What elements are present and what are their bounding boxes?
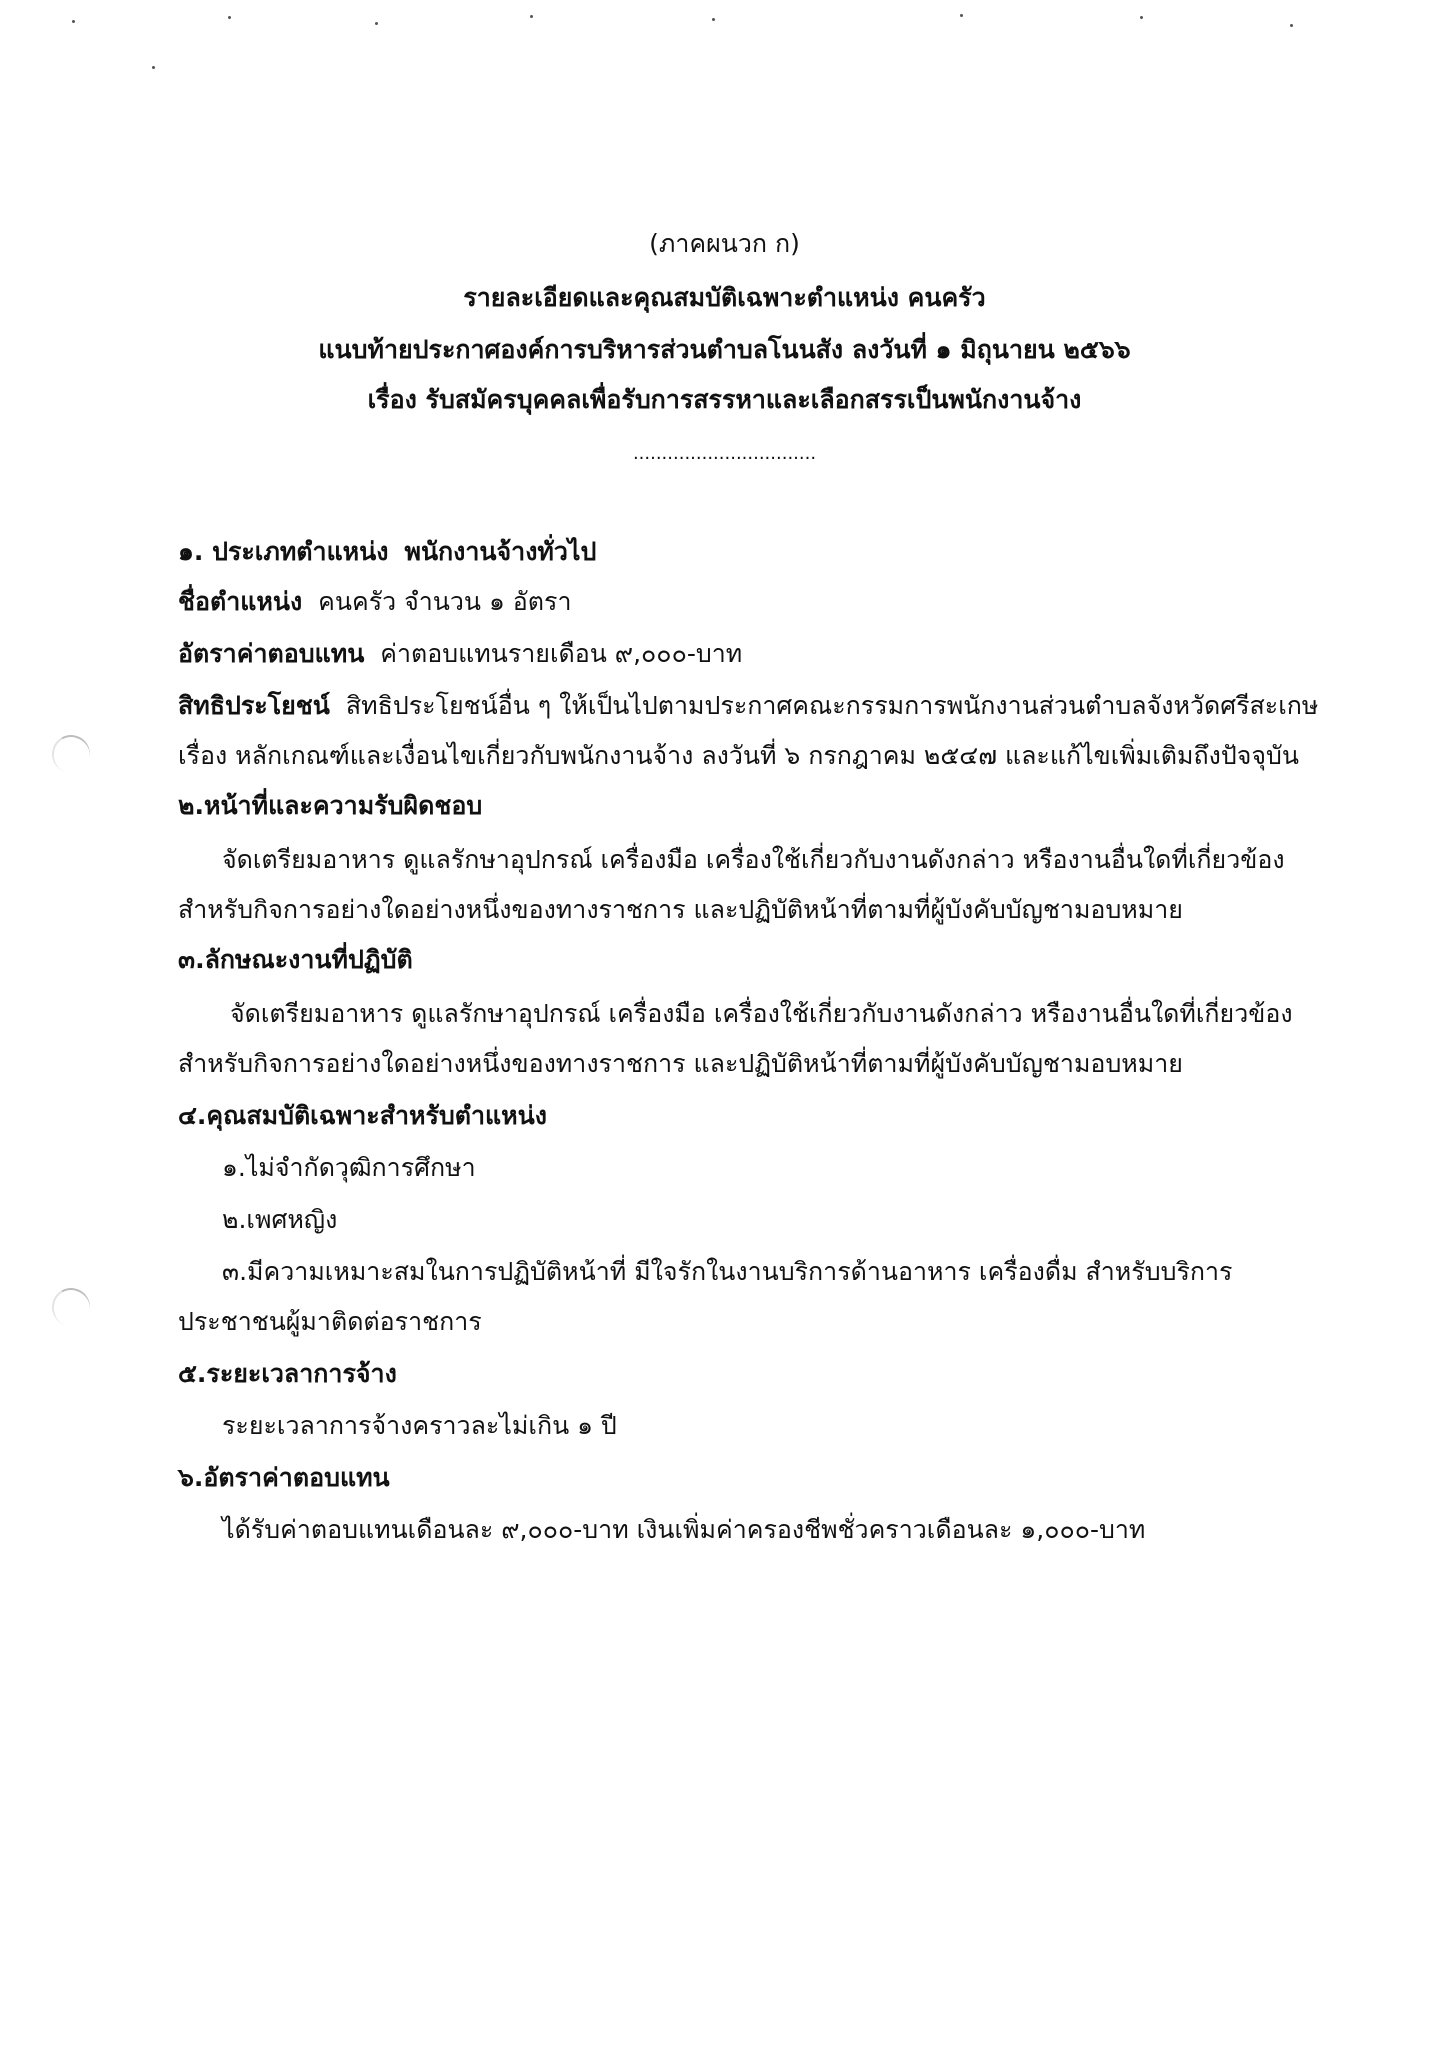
scan-speck [72,20,75,23]
section-2-heading: ๒.หน้าที่และความรับผิดชอบ [178,791,483,820]
benefit-row [178,690,1318,722]
section-3-line-1: จัดเตรียมอาหาร ดูแลรักษาอุปกรณ์ เครื่องมือ เครื่องใช้เกี่ยวกับงานดังกล่าว หรืองานอื่นใดที่เกี่ยวข้อง [230,999,1293,1028]
section-6-heading: ๖.อัตราค่าตอบแทน [178,1463,390,1492]
scan-speck [712,18,715,21]
benefit-value-line-2: เรื่อง หลักเกณฑ์และเงื่อนไขเกี่ยวกับพนักงานจ้าง ลงวันที่ ๖ กรกฎาคม ๒๕๔๗ และแก้ไขเพิ่มเติมถึงปัจจุบัน [178,741,1299,770]
section-5-line-1: ระยะเวลาการจ้างคราวละไม่เกิน ๑ ปี [222,1411,617,1440]
section-4-heading: ๔.คุณสมบัติเฉพาะสำหรับตำแหน่ง [178,1101,547,1130]
scan-speck [530,15,533,18]
qualification-item-3-line-2: ประชาชนผู้มาติดต่อราชการ [178,1307,482,1336]
scan-speck [960,14,963,17]
annex-label: (ภาคผนวก ก) [649,229,800,258]
position-name-value: คนครัว จำนวน ๑ อัตรา [318,587,572,616]
scan-speck [1290,24,1293,27]
pay-rate-value: ค่าตอบแทนรายเดือน ๙,๐๐๐-บาท [380,639,743,668]
section-2-line-1: จัดเตรียมอาหาร ดูแลรักษาอุปกรณ์ เครื่องมือ เครื่องใช้เกี่ยวกับงานดังกล่าว หรืองานอื่นใดที่เกี่ยวข้อง [222,845,1285,874]
pay-rate-label: อัตราค่าตอบแทน [178,639,365,668]
benefit-value-line-1: สิทธิประโยชน์อื่น ๆ ให้เป็นไปตามประกาศคณะกรรมการพนักงานส่วนตำบลจังหวัดศรีสะเกษ [345,691,1319,720]
punch-hole-mark [48,1284,95,1331]
section-3-heading: ๓.ลักษณะงานที่ปฏิบัติ [178,945,413,974]
document-subject: เรื่อง รับสมัครบุคคลเพื่อรับการสรรหาและเลือกสรรเป็นพนักงานจ้าง [367,385,1082,414]
section-2-line-2: สำหรับกิจการอย่างใดอย่างหนึ่งของทางราชการ และปฏิบัติหน้าที่ตามที่ผู้บังคับบัญชามอบหมาย [178,895,1183,924]
scan-speck [1140,16,1143,19]
punch-hole-mark [48,731,95,778]
pay-rate-row [178,638,742,670]
position-type-row [178,536,596,568]
qualification-item-3-line-1: ๓.มีความเหมาะสมในการปฏิบัติหน้าที่ มีใจรักในงานบริการด้านอาหาร เครื่องดื่ม สำหรับบริการ [222,1257,1233,1286]
position-type-value: พนักงานจ้างทั่วไป [404,537,597,566]
document-title: รายละเอียดและคุณสมบัติเฉพาะตำแหน่ง คนครัว [463,283,986,312]
position-name-row [178,586,572,618]
section-3-line-2: สำหรับกิจการอย่างใดอย่างหนึ่งของทางราชการ และปฏิบัติหน้าที่ตามที่ผู้บังคับบัญชามอบหมาย [178,1049,1183,1078]
position-name-label: ชื่อตำแหน่ง [178,587,303,616]
qualification-item-1: ๑.ไม่จำกัดวุฒิการศึกษา [222,1153,476,1182]
benefit-label: สิทธิประโยชน์ [178,691,330,720]
section-6-line-1: ได้รับค่าตอบแทนเดือนละ ๙,๐๐๐-บาท เงินเพิ่มค่าครองชีพชั่วคราวเดือนละ ๑,๐๐๐-บาท [222,1515,1146,1544]
section-5-heading: ๕.ระยะเวลาการจ้าง [178,1359,397,1388]
qualification-item-2: ๒.เพศหญิง [222,1205,338,1234]
header-divider: ................................ [632,443,817,464]
document-subtitle: แนบท้ายประกาศองค์การบริหารส่วนตำบลโนนสัง ลงวันที่ ๑ มิถุนายน ๒๕๖๖ [318,335,1131,364]
scan-speck [152,66,155,69]
scan-speck [228,16,231,19]
position-type-label: ๑. ประเภทตำแหน่ง [178,537,389,566]
scan-speck [375,22,378,25]
